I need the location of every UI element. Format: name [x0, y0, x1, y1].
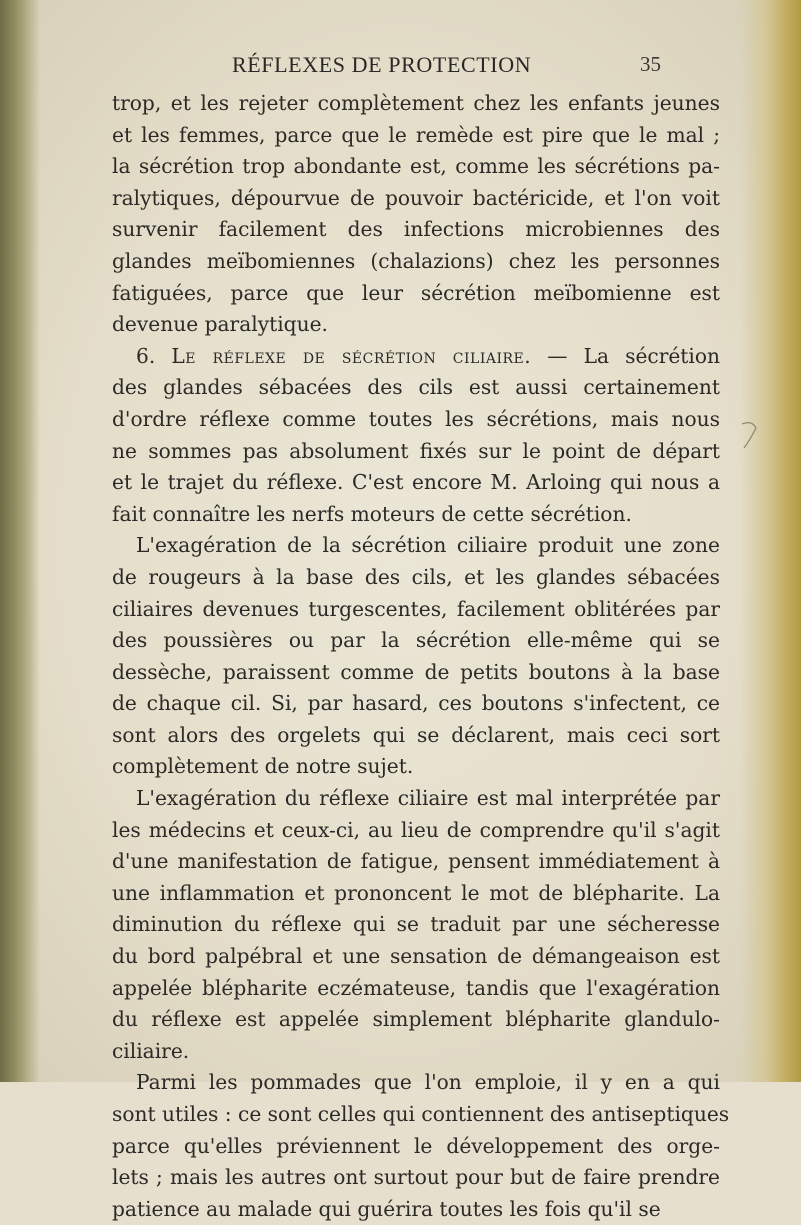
text-line: d'ordre réflexe comme toutes les sécrétions, mais nous	[112, 406, 720, 431]
text-line: devenue paralytique.	[112, 312, 328, 337]
text-line: diminution du réflexe qui se traduit par une sécheresse	[112, 912, 720, 937]
text-line: appelée blépharite eczémateuse, tandis que l'exagération	[112, 975, 720, 1000]
text-line: ciliaire.	[112, 1038, 190, 1063]
text-line: sont utiles : ce sont celles qui contiennent des antiseptiques	[112, 1102, 730, 1126]
text-line: parce qu'elles préviennent le développement des orge-	[112, 1133, 720, 1158]
text-line: ralytiques, dépourvue de pouvoir bactéricide, et l'on voit	[112, 185, 720, 210]
text-line: d'une manifestation de fatigue, pensent immédiatement à	[112, 849, 720, 874]
text-line: survenir facilement des infections microbiennes des	[112, 217, 720, 242]
text-line: des poussières ou par la sécrétion elle-même qui se	[112, 628, 720, 653]
text-line: et le trajet du réflexe. C'est encore M. Arloing qui nous a	[112, 470, 720, 495]
text-line: trop, et les rejeter complètement chez les enfants jeunes	[112, 91, 720, 115]
text-line: glandes meïbomiennes (chalazions) chez les personnes	[112, 248, 720, 273]
text-line: Parmi les pommades que l'on emploie, il y en a qui	[136, 1070, 720, 1095]
running-title: RÉFLEXES DE PROTECTION	[232, 52, 532, 77]
pencil-mark-icon	[738, 418, 762, 466]
section-lead: La sécrétion	[583, 343, 721, 368]
text-line: L'exagération de la sécrétion ciliaire produit une zone	[136, 533, 720, 558]
text-line: de chaque cil. Si, par hasard, ces boutons s'infectent, ce	[112, 691, 720, 716]
page-number: 35	[640, 52, 661, 76]
left-page-edge	[0, 0, 40, 1082]
section-number: 6.	[136, 343, 156, 368]
text-line: complètement de notre sujet.	[112, 754, 414, 779]
text-line: lets ; mais les autres ont surtout pour but de faire prendre	[112, 1165, 720, 1190]
text-line: de rougeurs à la base des cils, et les glandes sébacées	[112, 564, 720, 589]
right-page-edge	[741, 0, 801, 1082]
text-line: du réflexe est appelée simplement blépharite glandulo-	[112, 1007, 720, 1032]
text-line: fatiguées, parce que leur sécrétion meïbomienne est	[112, 280, 720, 305]
body-text	[112, 88, 730, 1225]
text-line: sont alors des orgelets qui se déclarent, mais ceci sort	[112, 722, 720, 747]
text-line: ciliaires devenues turgescentes, facilement oblitérées par	[112, 596, 720, 621]
text-line: des glandes sébacées des cils est aussi certainement	[112, 375, 720, 400]
text-line: les médecins et ceux-ci, au lieu de comprendre qu'il s'agit	[112, 817, 720, 842]
text-line: une inflammation et prononcent le mot de blépharite. La	[112, 880, 720, 905]
text-line: dessèche, paraissent comme de petits boutons à la base	[112, 659, 720, 684]
text-line: ne sommes pas absolument fixés sur le point de départ	[112, 438, 720, 463]
text-line: la sécrétion trop abondante est, comme les sécrétions pa-	[112, 154, 720, 179]
text-line: patience au malade qui guérira toutes les fois qu'il se	[112, 1196, 661, 1221]
section-title: Le réflexe de sécrétion ciliaire.	[171, 343, 532, 368]
text-line: fait connaître les nerfs moteurs de cette sécrétion.	[112, 501, 632, 526]
text-line: L'exagération du réflexe ciliaire est mal interprétée par	[136, 786, 720, 811]
text-line: et les femmes, parce que le remède est pire que le mal ;	[112, 122, 720, 147]
text-line: du bord palpébral et une sensation de démangeaison est	[112, 944, 720, 969]
section-heading-line	[112, 341, 720, 373]
page-header	[0, 52, 801, 78]
section-dash: —	[547, 343, 568, 368]
